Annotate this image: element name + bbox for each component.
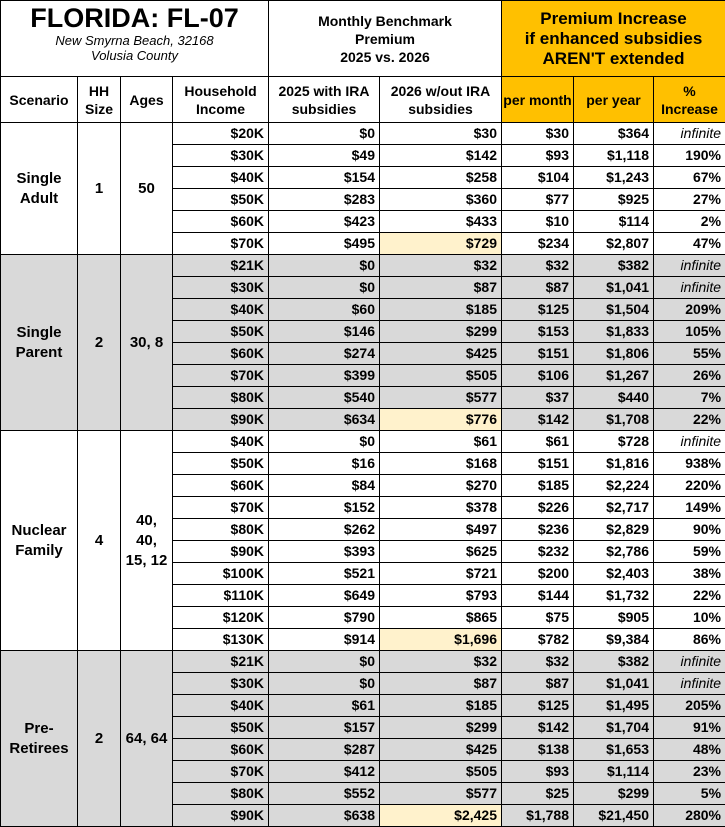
- with-ira-cell: $0: [269, 123, 380, 145]
- per-month-cell: $93: [502, 145, 574, 167]
- income-cell: $21K: [173, 255, 269, 277]
- pct-increase-cell: 59%: [654, 541, 725, 563]
- with-ira-cell: $16: [269, 453, 380, 475]
- per-year-cell: $1,495: [574, 695, 654, 717]
- per-month-cell: $87: [502, 277, 574, 299]
- without-ira-cell: $865: [380, 607, 502, 629]
- col-header-scenario: Scenario: [1, 77, 78, 123]
- without-ira-cell: $505: [380, 761, 502, 783]
- pct-increase-cell: infinite: [654, 277, 725, 299]
- with-ira-cell: $283: [269, 189, 380, 211]
- income-cell: $120K: [173, 607, 269, 629]
- per-month-cell: $153: [502, 321, 574, 343]
- pct-increase-cell: 10%: [654, 607, 725, 629]
- benchmark-line2: Premium: [272, 30, 498, 48]
- pct-increase-cell: 2%: [654, 211, 725, 233]
- income-cell: $60K: [173, 475, 269, 497]
- pct-increase-cell: 47%: [654, 233, 725, 255]
- per-month-cell: $75: [502, 607, 574, 629]
- pct-increase-cell: 90%: [654, 519, 725, 541]
- pct-increase-cell: 938%: [654, 453, 725, 475]
- with-ira-cell: $154: [269, 167, 380, 189]
- without-ira-cell: $505: [380, 365, 502, 387]
- per-month-cell: $151: [502, 343, 574, 365]
- per-month-cell: $87: [502, 673, 574, 695]
- increase-line1: Premium Increase: [505, 9, 722, 29]
- income-cell: $80K: [173, 519, 269, 541]
- without-ira-cell: $721: [380, 563, 502, 585]
- increase-line3: AREN'T extended: [505, 49, 722, 69]
- with-ira-cell: $157: [269, 717, 380, 739]
- with-ira-cell: $399: [269, 365, 380, 387]
- income-cell: $21K: [173, 651, 269, 673]
- pct-increase-cell: infinite: [654, 651, 725, 673]
- per-year-cell: $1,704: [574, 717, 654, 739]
- ages-cell: 30, 8: [121, 255, 173, 431]
- per-year-cell: $1,041: [574, 673, 654, 695]
- without-ira-cell: $497: [380, 519, 502, 541]
- income-cell: $130K: [173, 629, 269, 651]
- table-body: [1, 123, 725, 827]
- per-year-cell: $2,224: [574, 475, 654, 497]
- pct-increase-cell: 105%: [654, 321, 725, 343]
- pct-increase-cell: 27%: [654, 189, 725, 211]
- hh-size-cell: 2: [78, 255, 121, 431]
- with-ira-cell: $521: [269, 563, 380, 585]
- title-block: [1, 1, 269, 77]
- income-cell: $50K: [173, 717, 269, 739]
- scenario-cell: Single Parent: [1, 255, 78, 431]
- per-month-cell: $234: [502, 233, 574, 255]
- per-month-cell: $236: [502, 519, 574, 541]
- hh-size-cell: 2: [78, 651, 121, 827]
- per-year-cell: $364: [574, 123, 654, 145]
- without-ira-cell: $61: [380, 431, 502, 453]
- scenario-cell: Single Adult: [1, 123, 78, 255]
- without-ira-cell: $729: [380, 233, 502, 255]
- per-year-cell: $728: [574, 431, 654, 453]
- hh-size-cell: 1: [78, 123, 121, 255]
- without-ira-cell: $299: [380, 321, 502, 343]
- per-month-cell: $142: [502, 717, 574, 739]
- income-cell: $50K: [173, 189, 269, 211]
- with-ira-cell: $0: [269, 255, 380, 277]
- per-year-cell: $1,833: [574, 321, 654, 343]
- income-cell: $60K: [173, 739, 269, 761]
- without-ira-cell: $378: [380, 497, 502, 519]
- with-ira-cell: $412: [269, 761, 380, 783]
- without-ira-cell: $258: [380, 167, 502, 189]
- pct-increase-cell: 26%: [654, 365, 725, 387]
- with-ira-cell: $423: [269, 211, 380, 233]
- per-year-cell: $1,243: [574, 167, 654, 189]
- with-ira-cell: $649: [269, 585, 380, 607]
- income-cell: $70K: [173, 761, 269, 783]
- without-ira-cell: $185: [380, 695, 502, 717]
- per-month-cell: $25: [502, 783, 574, 805]
- col-header-per-year: per year: [574, 77, 654, 123]
- with-ira-cell: $0: [269, 651, 380, 673]
- per-year-cell: $2,807: [574, 233, 654, 255]
- per-year-cell: $905: [574, 607, 654, 629]
- per-month-cell: $1,788: [502, 805, 574, 827]
- with-ira-cell: $274: [269, 343, 380, 365]
- pct-increase-cell: 190%: [654, 145, 725, 167]
- per-year-cell: $299: [574, 783, 654, 805]
- ages-cell: 64, 64: [121, 651, 173, 827]
- without-ira-cell: $2,425: [380, 805, 502, 827]
- with-ira-cell: $146: [269, 321, 380, 343]
- per-year-cell: $1,806: [574, 343, 654, 365]
- hh-size-cell: 4: [78, 431, 121, 651]
- pct-increase-cell: infinite: [654, 431, 725, 453]
- without-ira-cell: $577: [380, 387, 502, 409]
- increase-line2: if enhanced subsidies: [505, 29, 722, 49]
- per-year-cell: $21,450: [574, 805, 654, 827]
- benchmark-line1: Monthly Benchmark: [272, 12, 498, 30]
- without-ira-cell: $360: [380, 189, 502, 211]
- income-cell: $50K: [173, 321, 269, 343]
- per-year-cell: $2,403: [574, 563, 654, 585]
- pct-increase-cell: 67%: [654, 167, 725, 189]
- per-month-cell: $77: [502, 189, 574, 211]
- per-month-cell: $93: [502, 761, 574, 783]
- per-month-cell: $232: [502, 541, 574, 563]
- with-ira-cell: $61: [269, 695, 380, 717]
- per-year-cell: $1,504: [574, 299, 654, 321]
- with-ira-cell: $495: [269, 233, 380, 255]
- without-ira-cell: $425: [380, 739, 502, 761]
- with-ira-cell: $0: [269, 673, 380, 695]
- pct-increase-cell: 149%: [654, 497, 725, 519]
- per-month-cell: $32: [502, 651, 574, 673]
- per-month-cell: $10: [502, 211, 574, 233]
- col-header-pct-increase: % Increase: [654, 77, 725, 123]
- per-year-cell: $1,708: [574, 409, 654, 431]
- without-ira-cell: $87: [380, 277, 502, 299]
- pct-increase-cell: infinite: [654, 255, 725, 277]
- location-text: New Smyrna Beach, 32168: [3, 33, 266, 48]
- income-cell: $70K: [173, 233, 269, 255]
- without-ira-cell: $776: [380, 409, 502, 431]
- per-month-cell: $144: [502, 585, 574, 607]
- pct-increase-cell: 38%: [654, 563, 725, 585]
- without-ira-cell: $577: [380, 783, 502, 805]
- col-header-hh-size: HH Size: [78, 77, 121, 123]
- per-month-cell: $30: [502, 123, 574, 145]
- increase-header: [502, 1, 725, 77]
- per-month-cell: $32: [502, 255, 574, 277]
- benchmark-line3: 2025 vs. 2026: [272, 48, 498, 66]
- pct-increase-cell: 205%: [654, 695, 725, 717]
- per-year-cell: $382: [574, 651, 654, 673]
- without-ira-cell: $87: [380, 673, 502, 695]
- income-cell: $60K: [173, 211, 269, 233]
- without-ira-cell: $30: [380, 123, 502, 145]
- per-year-cell: $2,786: [574, 541, 654, 563]
- without-ira-cell: $32: [380, 255, 502, 277]
- with-ira-cell: $914: [269, 629, 380, 651]
- per-year-cell: $1,816: [574, 453, 654, 475]
- per-month-cell: $138: [502, 739, 574, 761]
- income-cell: $90K: [173, 541, 269, 563]
- without-ira-cell: $270: [380, 475, 502, 497]
- per-year-cell: $1,653: [574, 739, 654, 761]
- without-ira-cell: $299: [380, 717, 502, 739]
- pct-increase-cell: 280%: [654, 805, 725, 827]
- table-row: [1, 255, 725, 277]
- income-cell: $80K: [173, 783, 269, 805]
- without-ira-cell: $425: [380, 343, 502, 365]
- per-month-cell: $104: [502, 167, 574, 189]
- income-cell: $80K: [173, 387, 269, 409]
- income-cell: $90K: [173, 805, 269, 827]
- pct-increase-cell: 86%: [654, 629, 725, 651]
- income-cell: $100K: [173, 563, 269, 585]
- income-cell: $40K: [173, 695, 269, 717]
- pct-increase-cell: infinite: [654, 123, 725, 145]
- pct-increase-cell: 91%: [654, 717, 725, 739]
- income-cell: $70K: [173, 497, 269, 519]
- with-ira-cell: $84: [269, 475, 380, 497]
- pct-increase-cell: 7%: [654, 387, 725, 409]
- without-ira-cell: $142: [380, 145, 502, 167]
- without-ira-cell: $625: [380, 541, 502, 563]
- income-cell: $40K: [173, 431, 269, 453]
- col-header-ages: Ages: [121, 77, 173, 123]
- with-ira-cell: $152: [269, 497, 380, 519]
- without-ira-cell: $168: [380, 453, 502, 475]
- per-month-cell: $200: [502, 563, 574, 585]
- with-ira-cell: $262: [269, 519, 380, 541]
- ages-cell: 40, 40, 15, 12: [121, 431, 173, 651]
- without-ira-cell: $185: [380, 299, 502, 321]
- without-ira-cell: $793: [380, 585, 502, 607]
- with-ira-cell: $60: [269, 299, 380, 321]
- without-ira-cell: $1,696: [380, 629, 502, 651]
- per-month-cell: $125: [502, 299, 574, 321]
- table-row: [1, 651, 725, 673]
- per-year-cell: $2,717: [574, 497, 654, 519]
- per-month-cell: $185: [502, 475, 574, 497]
- with-ira-cell: $638: [269, 805, 380, 827]
- page-title: FLORIDA: FL-07: [3, 3, 266, 33]
- per-month-cell: $106: [502, 365, 574, 387]
- col-header-with-ira: 2025 with IRA subsidies: [269, 77, 380, 123]
- pct-increase-cell: infinite: [654, 673, 725, 695]
- income-cell: $30K: [173, 277, 269, 299]
- pct-increase-cell: 22%: [654, 409, 725, 431]
- per-year-cell: $1,732: [574, 585, 654, 607]
- table-row: [1, 431, 725, 453]
- ages-cell: 50: [121, 123, 173, 255]
- scenario-cell: Pre-Retirees: [1, 651, 78, 827]
- with-ira-cell: $634: [269, 409, 380, 431]
- pct-increase-cell: 55%: [654, 343, 725, 365]
- per-month-cell: $226: [502, 497, 574, 519]
- col-header-without-ira: 2026 w/out IRA subsidies: [380, 77, 502, 123]
- with-ira-cell: $287: [269, 739, 380, 761]
- per-year-cell: $114: [574, 211, 654, 233]
- per-year-cell: $440: [574, 387, 654, 409]
- county-text: Volusia County: [3, 48, 266, 63]
- per-year-cell: $925: [574, 189, 654, 211]
- without-ira-cell: $433: [380, 211, 502, 233]
- income-cell: $30K: [173, 145, 269, 167]
- income-cell: $50K: [173, 453, 269, 475]
- scenario-cell: Nuclear Family: [1, 431, 78, 651]
- income-cell: $40K: [173, 299, 269, 321]
- per-year-cell: $1,114: [574, 761, 654, 783]
- pct-increase-cell: 5%: [654, 783, 725, 805]
- income-cell: $30K: [173, 673, 269, 695]
- with-ira-cell: $552: [269, 783, 380, 805]
- col-header-per-month: per month: [502, 77, 574, 123]
- col-header-income: Household Income: [173, 77, 269, 123]
- with-ira-cell: $393: [269, 541, 380, 563]
- per-year-cell: $9,384: [574, 629, 654, 651]
- with-ira-cell: $49: [269, 145, 380, 167]
- per-month-cell: $142: [502, 409, 574, 431]
- income-cell: $20K: [173, 123, 269, 145]
- income-cell: $70K: [173, 365, 269, 387]
- with-ira-cell: $540: [269, 387, 380, 409]
- income-cell: $110K: [173, 585, 269, 607]
- pct-increase-cell: 23%: [654, 761, 725, 783]
- per-year-cell: $1,267: [574, 365, 654, 387]
- pct-increase-cell: 209%: [654, 299, 725, 321]
- per-year-cell: $2,829: [574, 519, 654, 541]
- per-year-cell: $1,041: [574, 277, 654, 299]
- with-ira-cell: $0: [269, 277, 380, 299]
- per-year-cell: $382: [574, 255, 654, 277]
- pct-increase-cell: 22%: [654, 585, 725, 607]
- per-month-cell: $782: [502, 629, 574, 651]
- with-ira-cell: $790: [269, 607, 380, 629]
- benchmark-header: [269, 1, 502, 77]
- table-row: [1, 123, 725, 145]
- pct-increase-cell: 48%: [654, 739, 725, 761]
- without-ira-cell: $32: [380, 651, 502, 673]
- pct-increase-cell: 220%: [654, 475, 725, 497]
- per-month-cell: $125: [502, 695, 574, 717]
- income-cell: $90K: [173, 409, 269, 431]
- per-month-cell: $61: [502, 431, 574, 453]
- with-ira-cell: $0: [269, 431, 380, 453]
- income-cell: $40K: [173, 167, 269, 189]
- per-year-cell: $1,118: [574, 145, 654, 167]
- per-month-cell: $37: [502, 387, 574, 409]
- per-month-cell: $151: [502, 453, 574, 475]
- income-cell: $60K: [173, 343, 269, 365]
